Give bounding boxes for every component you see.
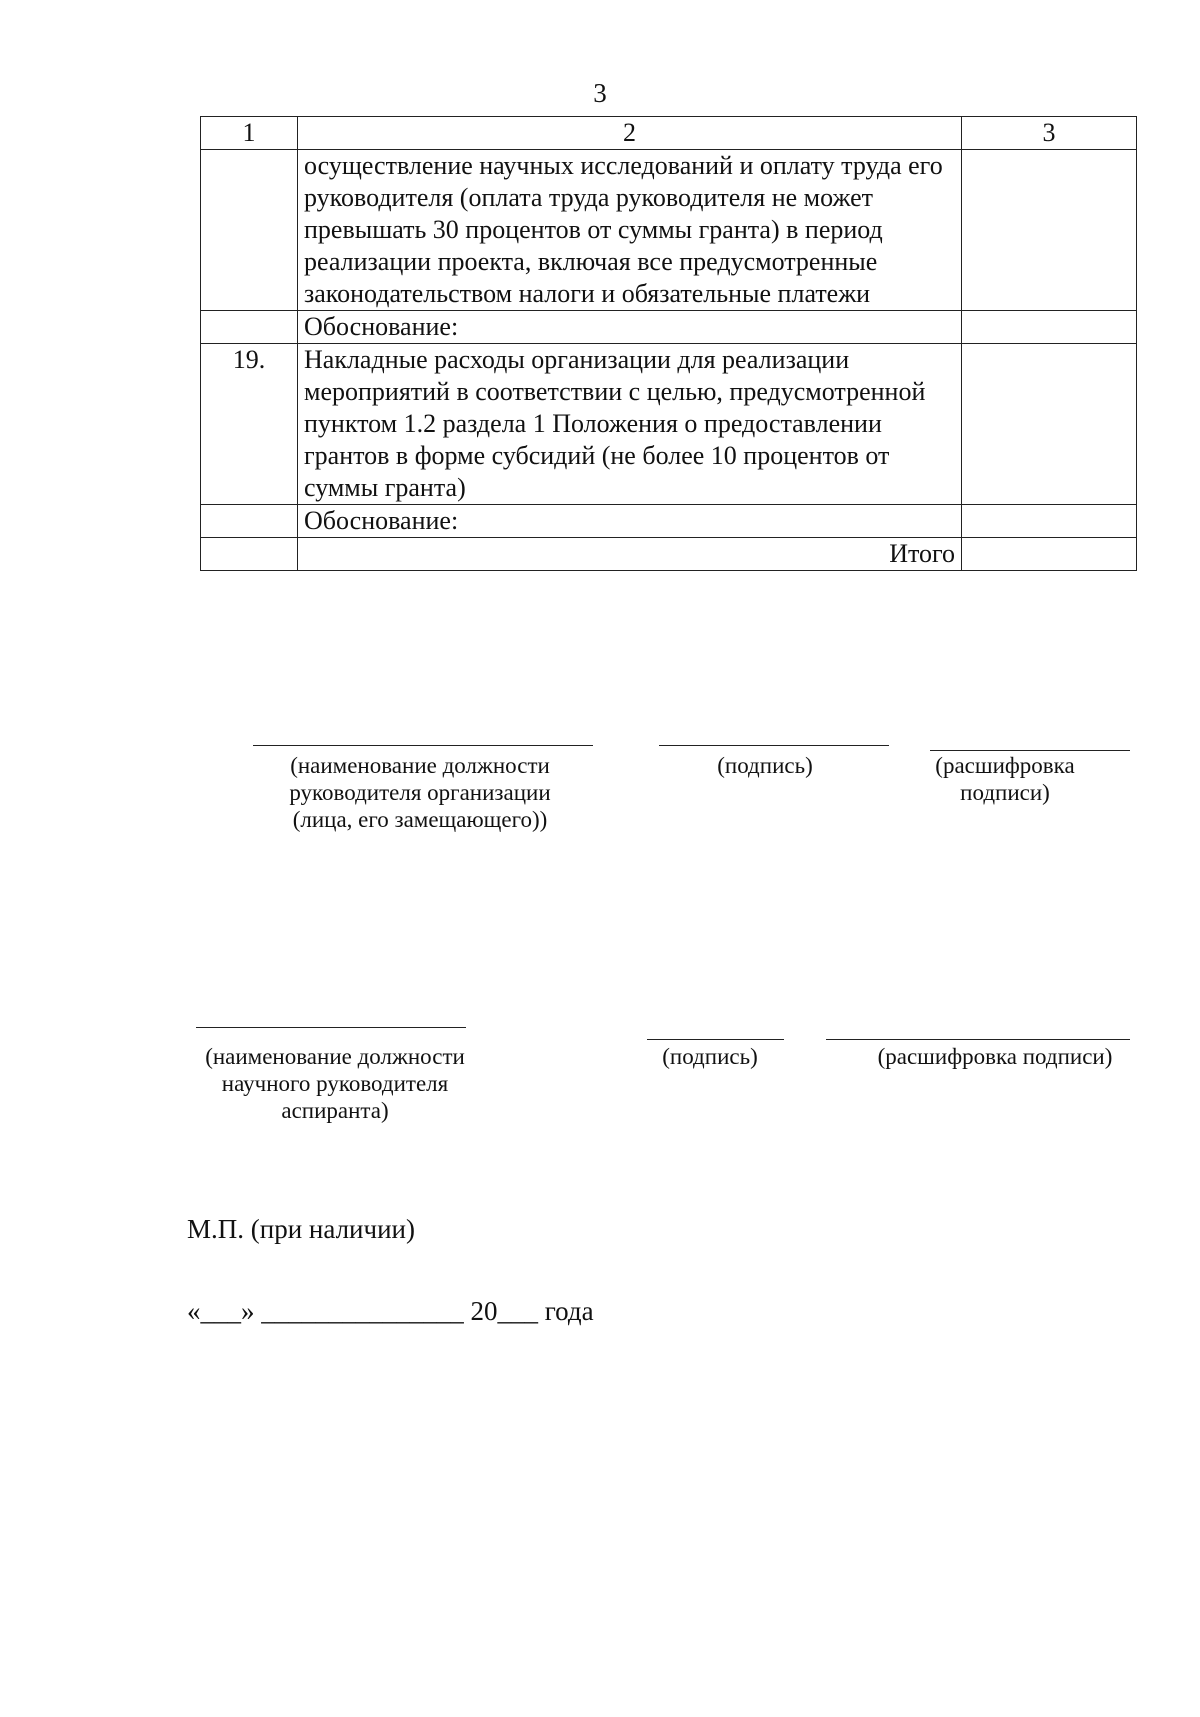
org-decoding-line [930,750,1130,751]
row-number [201,311,298,344]
supervisor-decoding-caption: (расшифровка подписи) [877,1044,1113,1069]
table-row [201,150,1137,311]
date-line: «___» _______________ 20___ года [187,1296,594,1326]
org-signature-line [659,745,889,746]
row-number [201,505,298,538]
row-amount [962,344,1137,505]
row-amount [962,311,1137,344]
org-decoding-caption: (расшифровка подписи) [935,753,1075,805]
total-value [962,538,1137,571]
org-signature-caption: (подпись) [717,753,813,778]
row-description: Накладные расходы организации для реализации мероприятий в соответствии с целью, предусмотренной пунктом 1.2 раздела 1 Положения о предоставлении грантов в форме субсидий (не более 10 процентов от суммы гранта) [298,344,962,505]
table-row [201,311,1137,344]
header-cell-3: 3 [962,117,1137,150]
header-cell-1: 1 [201,117,298,150]
budget-table [200,116,1137,571]
row-justification: Обоснование: [298,311,962,344]
row-description: осуществление научных исследований и оплату труда его руководителя (оплата труда руководителя не может превышать 30 процентов от суммы гранта) в период реализации проекта, включая все предусмотренные законодательством налоги и обязательные платежи [298,150,962,311]
table-row [201,505,1137,538]
row-number: 19. [201,344,298,505]
stamp-note: М.П. (при наличии) [187,1214,415,1244]
row-amount [962,150,1137,311]
supervisor-position-line [196,1027,466,1028]
supervisor-signature-caption: (подпись) [662,1044,758,1069]
supervisor-signature-line [647,1039,784,1040]
row-justification: Обоснование: [298,505,962,538]
header-cell-2: 2 [298,117,962,150]
page-number: 3 [593,78,607,108]
total-label: Итого [298,538,962,571]
total-empty-cell [201,538,298,571]
org-position-line [253,745,593,746]
supervisor-position-caption: (наименование должности научного руководителя аспиранта) [205,1044,465,1123]
table-header-row [201,117,1137,150]
row-amount [962,505,1137,538]
row-number [201,150,298,311]
supervisor-decoding-line [826,1039,1130,1040]
total-row [201,538,1137,571]
table-row [201,344,1137,505]
org-position-caption: (наименование должности руководителя организации (лица, его замещающего)) [289,753,551,832]
